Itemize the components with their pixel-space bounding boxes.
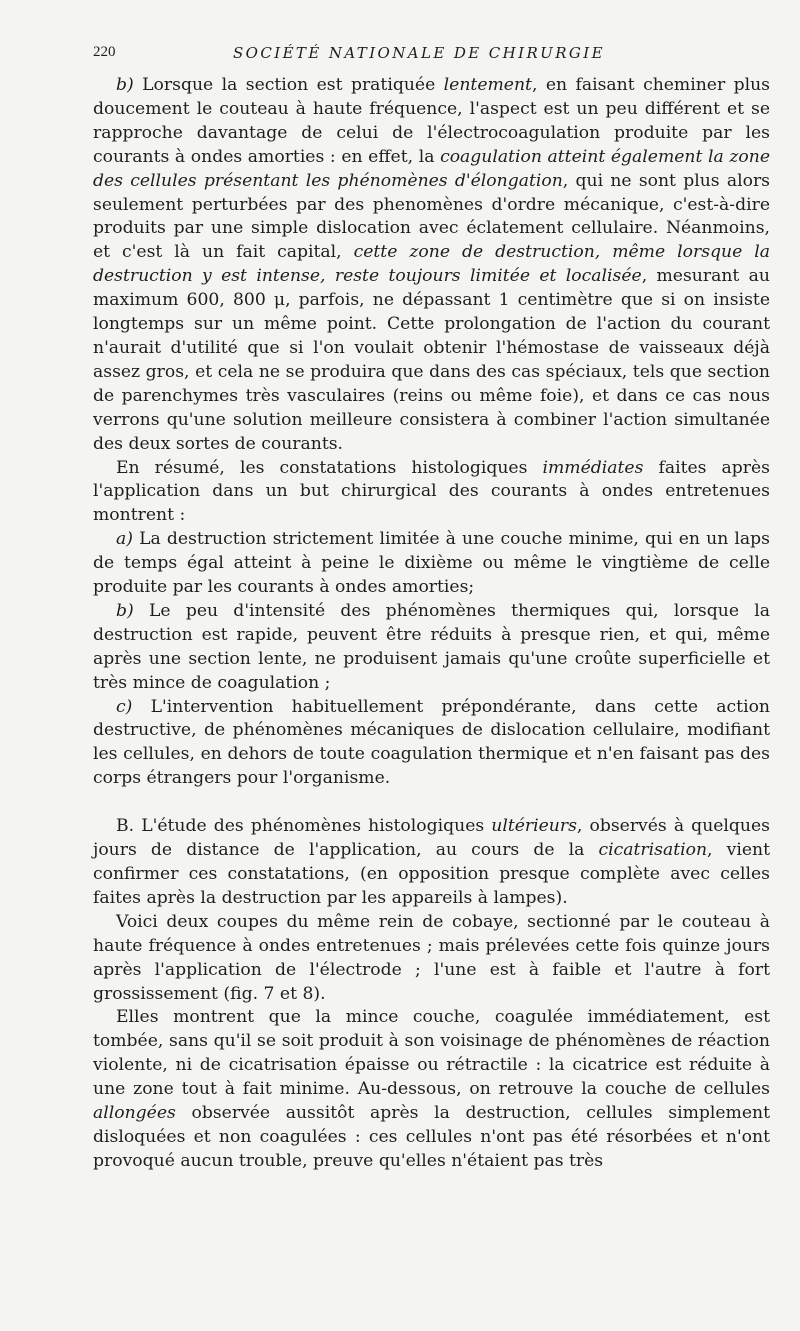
italic-run: coagulation atteint également la zone des cellules présentant les phénomènes d'élongation — [93, 146, 770, 191]
italic-run: allongées — [93, 1103, 176, 1124]
text-run: Le peu d'intensité des phénomènes thermiques qui, lorsque la destruction est rapide, peuvent être réduits à presque rien, et qui, même après une section lente, ne produisent jamais qu'une croûte superficielle et très mince de coagulation ; — [93, 600, 770, 693]
text-run: , qui ne sont plus alors seulement perturbées par des phenomènes d'ordre mécanique, c'est-à-dire produits par une simple dislocation avec éclatement cellulaire. Néanmoins, et c'est là un fait capital, — [93, 170, 770, 263]
italic-run: cicatrisation — [598, 840, 708, 861]
text-run: , observés à quelques jours de distance de l'application, au cours de la — [93, 816, 770, 861]
text-run: , mesurant au maximum 600, 800 μ, parfois, ne dépassant 1 centimètre que si on insiste longtemps sur un même point. Cette prolongation de l'action du courant n'aurait d'utilité que si l'on voulait obtenir l'hémostase de vaisseaux déjà assez gros, et cela ne se produira que dans des cas spéciaux, tels que section de parenchymes très vasculaires (reins ou même foie), et dans ce cas nous verrons qu'une solution meilleure consistera à combiner l'action simultanée des deux sortes de courants. — [93, 266, 770, 454]
italic-run: cette zone de destruction, même lorsque la destruction y est intense, reste toujours limitée et localisée — [93, 242, 770, 287]
italic-run: immédiates — [542, 457, 644, 478]
text-run: L'intervention habituellement prépondérante, dans cette action destructive, de phénomènes mécaniques de dislocation cellulaire, modifiant les cellules, en dehors de toute coagulation thermique et n'en faisant pas des corps étrangers pour l'organisme. — [93, 696, 770, 789]
text-run: La destruction strictement limitée à une couche minime, qui en un laps de temps égal atteint à peine le dixième ou même le vingtième de celle produite par les courants à ondes amorties; — [93, 529, 770, 598]
list-item-c — [93, 696, 770, 792]
text-run: Lorsque la section est pratiquée — [133, 75, 444, 95]
text-run: observée aussitôt après la destruction, cellules simplement disloquées et non coagulées : ces cellules n'ont pas été résorbées et n'ont provoqué aucun trouble, preuve qu'elles n'étaient pas très — [93, 1103, 770, 1171]
text-run: faites après l'application dans un but chirurgical des courants à ondes entretenues montrent : — [93, 457, 771, 526]
list-item-a — [93, 528, 770, 600]
text-run: En résumé, les constatations histologiques — [116, 457, 543, 478]
body-text — [93, 74, 770, 1174]
text-run: , vient confirmer ces constatations, (en opposition presque complète avec celles faites après la destruction par les appareils à lampes). — [93, 840, 770, 908]
paragraph-two-sections — [93, 911, 770, 1007]
running-header — [93, 44, 770, 74]
text-run: B. L'étude des phénomènes histologiques — [116, 816, 492, 837]
item-label: b) — [116, 75, 134, 95]
page-number: 220 — [93, 44, 116, 60]
text-run: , en faisant cheminer plus doucement le couteau à haute fréquence, l'aspect est un peu différent et se rapproche davantage de celui de l'électrocoagulation produite par les courants à ondes amorties : en effet, la — [93, 75, 770, 167]
paragraph-summary — [93, 457, 770, 529]
paragraph-results — [93, 1006, 770, 1173]
item-label: a) — [116, 529, 133, 550]
item-label: b) — [116, 600, 134, 621]
text-run: Elles montrent que la mince couche, coagulée immédiatement, est tombée, sans qu'il se soit produit à son voisinage de phénomènes de réaction violente, ni de cicatrisation épaisse ou rétractile : la cicatrice est réduite à une zone tout à fait minime. Au-dessous, on retrouve la couche de cellules — [93, 1007, 770, 1100]
text-run: Voici deux coupes du même rein de cobaye, sectionné par le couteau à haute fréquence à ondes entretenues ; mais prélevées cette fois quinze jours après l'application de l'électrode ; l'une est à faible et l'autre à fort grossissement (fig. 7 et 8). — [93, 911, 770, 1004]
paragraph-section-b — [93, 815, 770, 911]
italic-run: ultérieurs — [491, 816, 577, 837]
running-title: SOCIÉTÉ NATIONALE DE CHIRURGIE — [233, 44, 605, 62]
italic-run: lentement — [443, 75, 532, 95]
list-item-b — [93, 600, 770, 696]
paragraph-b-slow-section — [93, 74, 770, 457]
item-label: c) — [116, 696, 133, 717]
